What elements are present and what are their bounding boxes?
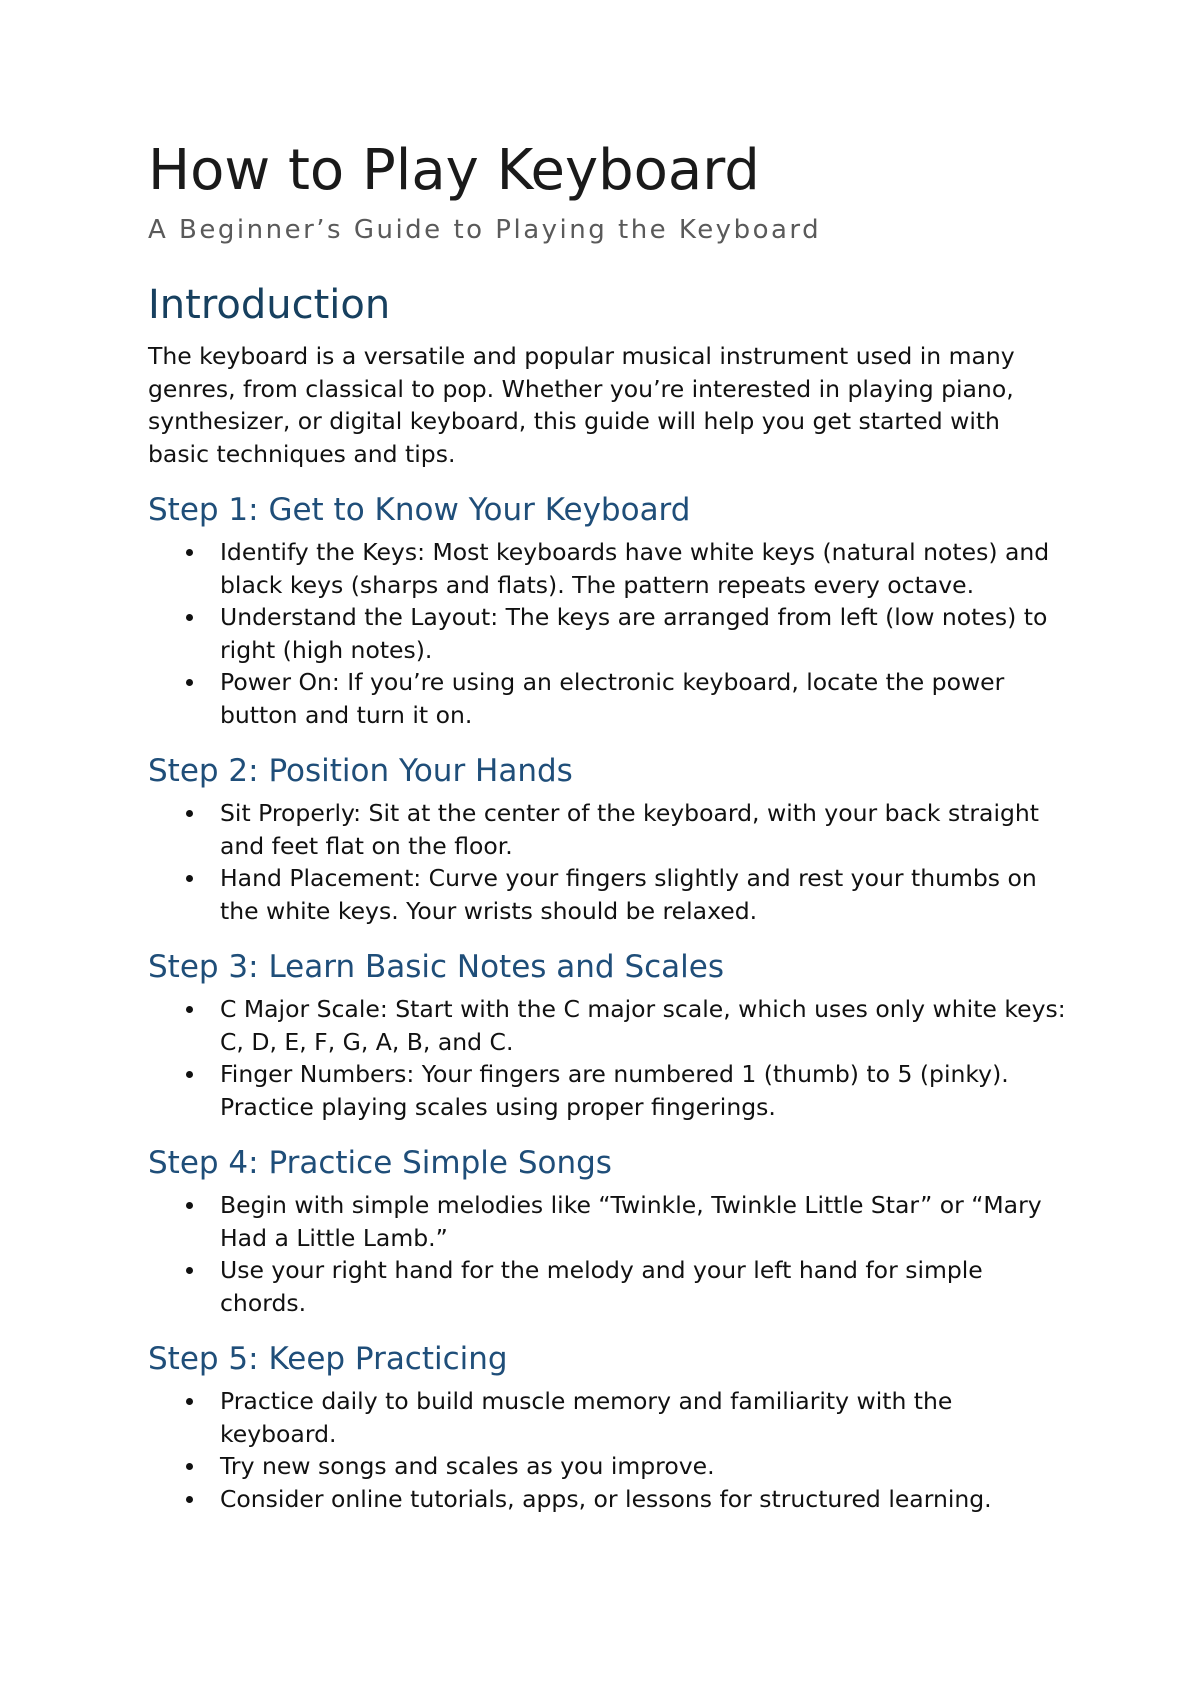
step-5-heading: Step 5: Keep Practicing — [148, 1341, 508, 1377]
list-item-text: Identify the Keys: Most keyboards have white keys (natural notes) and black keys (sharps and flats). The pattern repeats every octave. — [220, 538, 1050, 599]
step-1-heading: Step 1: Get to Know Your Keyboard — [148, 492, 691, 528]
bullet-icon — [186, 1463, 193, 1470]
list-item-text: Use your right hand for the melody and your left hand for simple chords. — [220, 1256, 983, 1317]
step-3-section — [148, 947, 1068, 1123]
list-item — [220, 536, 1068, 601]
list-item — [220, 1385, 1068, 1450]
bullet-icon — [186, 549, 193, 556]
list-item — [220, 666, 1068, 731]
document-title: How to Play Keyboard — [148, 138, 760, 203]
list-item-text: Begin with simple melodies like “Twinkle, Twinkle Little Star” or “Mary Had a Little Lamb.” — [220, 1191, 1042, 1252]
bullet-icon — [186, 1267, 193, 1274]
bullet-icon — [186, 1202, 193, 1209]
list-item-text: Finger Numbers: Your fingers are numbered 1 (thumb) to 5 (pinky). Practice playing scales using proper fingerings. — [220, 1060, 1009, 1121]
list-item-text: Hand Placement: Curve your fingers slightly and rest your thumbs on the white keys. Your wrists should be relaxed. — [220, 864, 1037, 925]
list-item — [220, 1483, 1068, 1516]
bullet-icon — [186, 679, 193, 686]
bullet-icon — [186, 1071, 193, 1078]
list-item — [220, 1450, 1068, 1483]
list-item-text: Power On: If you’re using an electronic keyboard, locate the power button and turn it on. — [220, 668, 1005, 729]
list-item-text: Try new songs and scales as you improve. — [220, 1452, 715, 1480]
list-item — [220, 797, 1068, 862]
list-item — [220, 1189, 1068, 1254]
step-2-section — [148, 751, 1068, 927]
list-item-text: Understand the Layout: The keys are arranged from left (low notes) to right (high notes). — [220, 603, 1048, 664]
bullet-icon — [186, 875, 193, 882]
step-2-list — [148, 797, 1068, 927]
step-5-list — [148, 1385, 1068, 1515]
list-item — [220, 601, 1068, 666]
introduction-heading: Introduction — [148, 282, 391, 328]
step-2-heading: Step 2: Position Your Hands — [148, 753, 573, 789]
list-item-text: C Major Scale: Start with the C major scale, which uses only white keys: C, D, E, F, G, A, B, and C. — [220, 995, 1066, 1056]
list-item — [220, 993, 1068, 1058]
bullet-icon — [186, 810, 193, 817]
list-item — [220, 1058, 1068, 1123]
list-item-text: Consider online tutorials, apps, or lessons for structured learning. — [220, 1484, 992, 1513]
bullet-icon — [186, 1398, 193, 1405]
bullet-icon — [186, 614, 193, 621]
document-subtitle: A Beginner’s Guide to Playing the Keyboard — [148, 215, 822, 245]
step-4-list — [148, 1189, 1068, 1319]
list-item-text: Sit Properly: Sit at the center of the keyboard, with your back straight and feet flat on the floor. — [220, 799, 1040, 860]
step-4-section — [148, 1143, 1068, 1319]
list-item — [220, 1254, 1068, 1319]
step-1-list — [148, 536, 1068, 731]
step-1-section — [148, 490, 1068, 731]
step-5-section — [148, 1339, 1068, 1515]
step-4-heading: Step 4: Practice Simple Songs — [148, 1145, 612, 1181]
bullet-icon — [186, 1006, 193, 1013]
bullet-icon — [186, 1496, 193, 1503]
introduction-paragraph: The keyboard is a versatile and popular musical instrument used in many genres, from classical to pop. Whether you’re interested in playing piano, synthesizer, or digital keyboard, this guide will help you get started with basic techniques and tips. — [148, 342, 1015, 468]
list-item-text: Practice daily to build muscle memory and familiarity with the keyboard. — [220, 1387, 953, 1448]
step-3-heading: Step 3: Learn Basic Notes and Scales — [148, 949, 724, 985]
document-page — [148, 138, 1068, 1515]
list-item — [220, 862, 1068, 927]
step-3-list — [148, 993, 1068, 1123]
